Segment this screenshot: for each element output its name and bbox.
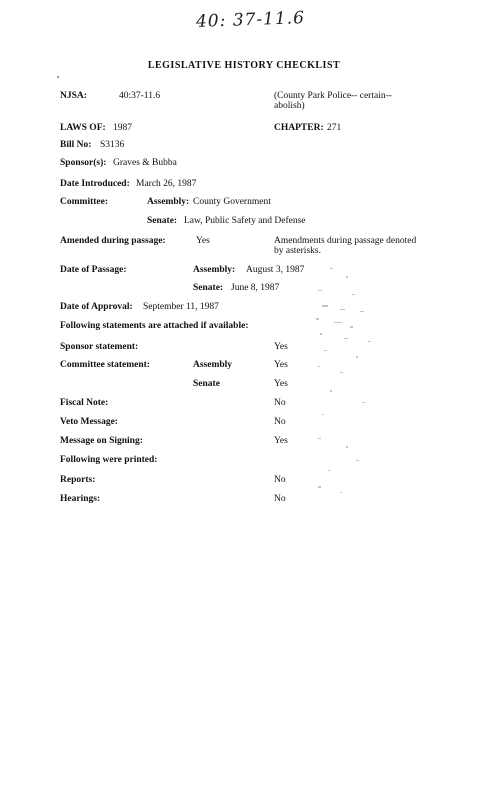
- date-of-approval-value: September 11, 1987: [143, 302, 219, 312]
- committee-statement-label: Committee statement:: [60, 360, 150, 370]
- passage-senate-value: June 8, 1987: [231, 283, 280, 293]
- amended-value: Yes: [196, 236, 210, 246]
- reports-label: Reports:: [60, 475, 96, 485]
- passage-assembly-label: Assembly:: [193, 265, 236, 275]
- laws-of-value: 1987: [113, 123, 132, 133]
- handwritten-reference: 40: 37-11.6: [195, 8, 306, 32]
- amended-note-line1: Amendments during passage denoted: [274, 236, 417, 246]
- reports-value: No: [274, 475, 286, 485]
- committee-statement-assembly-label: Assembly: [193, 360, 233, 370]
- page-title: LEGISLATIVE HISTORY CHECKLIST: [147, 60, 341, 71]
- message-on-signing-value: Yes: [274, 436, 288, 446]
- following-attached-heading: Following statements are attached if available:: [60, 321, 249, 331]
- sponsor-statement-label: Sponsor statement:: [60, 342, 139, 352]
- date-introduced-value: March 26, 1987: [136, 179, 197, 189]
- following-printed-heading: Following were printed:: [60, 455, 158, 465]
- passage-assembly-value: August 3, 1987: [246, 265, 305, 275]
- hearings-label: Hearings:: [60, 494, 101, 504]
- committee-assembly-label: Assembly:: [147, 197, 190, 207]
- chapter-value: 271: [327, 123, 342, 133]
- committee-statement-assembly-value: Yes: [274, 360, 288, 370]
- veto-message-value: No: [274, 417, 286, 427]
- bill-no-value: S3136: [100, 140, 125, 150]
- committee-assembly-value: County Government: [193, 197, 271, 207]
- date-introduced-label: Date Introduced:: [60, 179, 130, 189]
- committee-statement-senate-label: Senate: [193, 379, 220, 389]
- amended-note-line2: by asterisks.: [274, 246, 321, 256]
- veto-message-label: Veto Message:: [60, 417, 118, 427]
- amended-label: Amended during passage:: [60, 236, 166, 246]
- fiscal-note-value: No: [274, 398, 286, 408]
- bill-no-label: Bill No:: [60, 140, 92, 150]
- date-of-approval-label: Date of Approval:: [60, 302, 133, 312]
- chapter-label: CHAPTER:: [274, 123, 324, 133]
- committee-label: Committee:: [60, 197, 109, 207]
- committee-senate-label: Senate:: [147, 216, 178, 226]
- committee-senate-value: Law, Public Safety and Defense: [184, 216, 306, 226]
- fiscal-note-label: Fiscal Note:: [60, 398, 109, 408]
- message-on-signing-label: Message on Signing:: [60, 436, 143, 446]
- sponsor-statement-value: Yes: [274, 342, 288, 352]
- sponsors-value: Graves & Bubba: [113, 158, 177, 168]
- sponsors-label: Sponsor(s):: [60, 158, 107, 168]
- committee-statement-senate-value: Yes: [274, 379, 288, 389]
- njsa-label: NJSA:: [60, 91, 87, 101]
- passage-senate-label: Senate:: [193, 283, 224, 293]
- scan-speck: [57, 76, 59, 78]
- description-line2: abolish): [274, 101, 305, 111]
- laws-of-label: LAWS OF:: [60, 123, 106, 133]
- description-line1: (County Park Police-- certain--: [274, 91, 392, 101]
- hearings-value: No: [274, 494, 286, 504]
- njsa-value: 40:37-11.6: [119, 91, 161, 101]
- date-of-passage-label: Date of Passage:: [60, 265, 127, 275]
